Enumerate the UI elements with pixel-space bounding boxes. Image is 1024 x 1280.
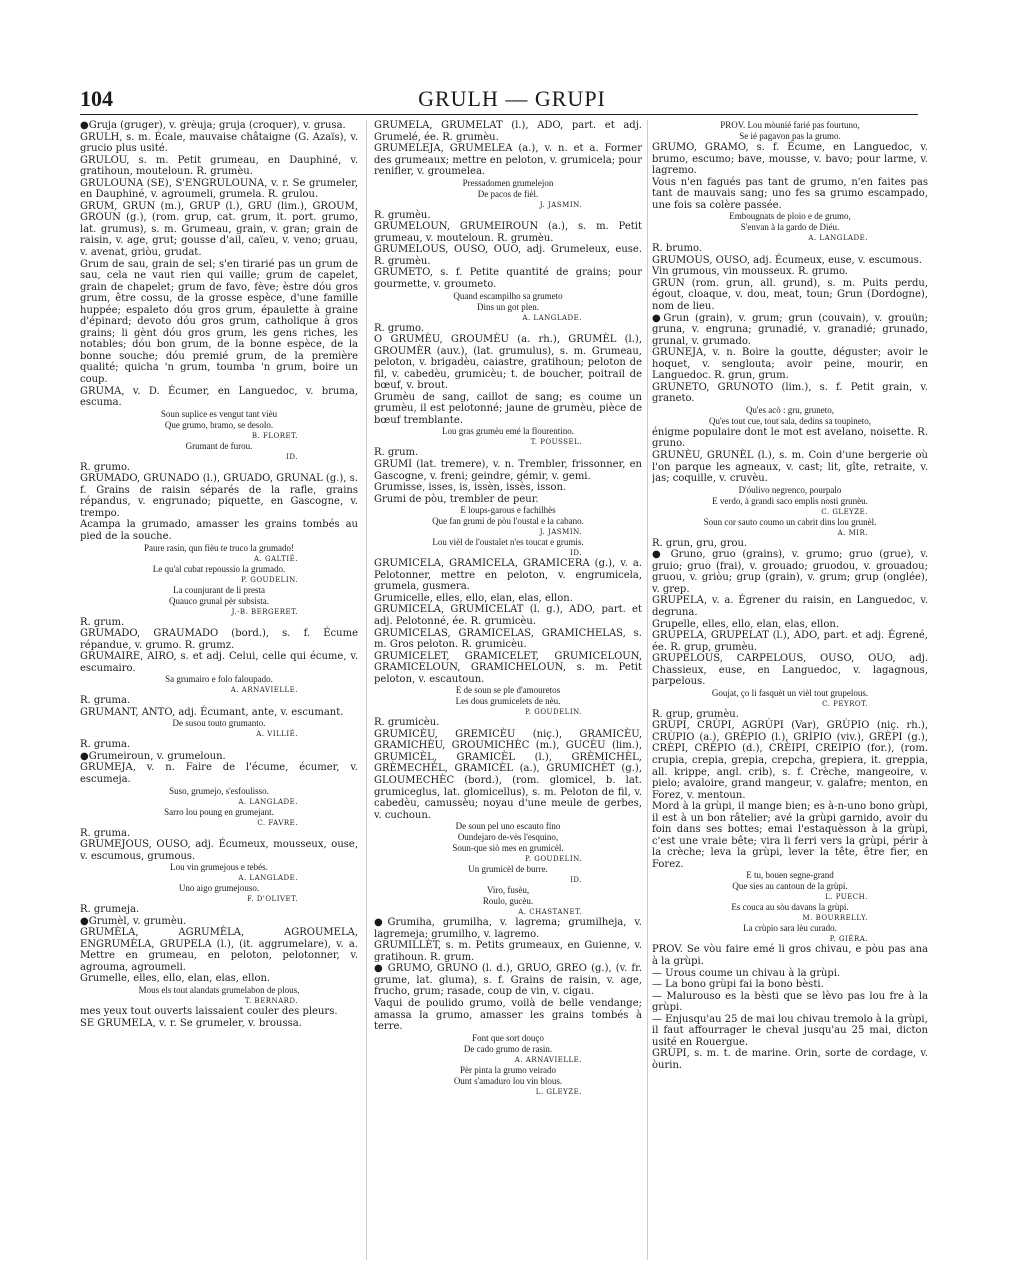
entry-text: GRUMAIRE, AIRO, s. et adj. Celui, celle qui écume, v. escumairo. bbox=[80, 651, 358, 674]
quotation-author: J. JASMIN. bbox=[539, 528, 582, 537]
quotation-line: Soun cor sauto coumo un cabrit dins lou grunèl. bbox=[703, 516, 877, 527]
entry-text: Grumelle, elles, ello, elan, elas, ellon. bbox=[80, 973, 271, 985]
entry-text: GRUMELEJA, GRUMELEA (a.), v. n. et a. Former des grumeaux; mettre en peloton, v. grumicela; pour renifler, v. groumelea. bbox=[374, 143, 642, 178]
quotation-line: Lou vin grumejous e tebés. bbox=[170, 862, 268, 873]
quotation-author: A. ARNAVIELLE. bbox=[514, 1055, 582, 1064]
quotation-line: E loups-garous e fachilhès bbox=[460, 505, 556, 516]
quotation-line: La crùpio sara lèu curado. bbox=[743, 923, 837, 934]
entry-text: ●Gruja (gruger), v. grèuja; gruja (croquer), v. grusa. bbox=[80, 120, 346, 131]
etymology-ref: R. gruma. bbox=[80, 827, 131, 839]
quotation-line: Soun suplice es vengut tant vièu bbox=[160, 408, 278, 419]
entry-text: Acampa la grumado, amasser les grains tombés au pied de la souche. bbox=[80, 519, 358, 542]
quotation-line: Un grumicèl de burre. bbox=[468, 864, 548, 875]
quotation-line: Ount s'amaduro lou vin blous. bbox=[453, 1075, 563, 1086]
etymology-ref: R. gruma. bbox=[80, 695, 131, 707]
etymology-ref: R. grum. bbox=[80, 616, 125, 628]
entry-text: GRUMELOUN, GRUMEIROUN (a.), s. m. Petit grumeau, v. mouteloun. R. grumèu. bbox=[374, 221, 642, 244]
quotation-author: P. GIÉRA. bbox=[829, 935, 868, 944]
quotation-line: E de soun se ple d'amouretos bbox=[455, 685, 561, 696]
entry-text: GRUMEJOUS, OUSO, adj. Écumeux, mousseux, ouse, v. escumous, grumous. bbox=[80, 839, 358, 862]
quotation-author: J. JASMIN. bbox=[539, 200, 582, 209]
entry-text: il faut affourrager le cheval jusqu'au 25 mai, dicton usité en Rouergue. bbox=[652, 1025, 928, 1048]
entry-text: ●Grumeiroun, v. grumeloun. bbox=[80, 750, 226, 762]
entry-text: Vaqui de poulido grumo, voilà de belle vendange; amassa la grumo, amasser les grains tombés à terre. bbox=[374, 997, 642, 1033]
running-head: GRULH — GRUPI bbox=[418, 86, 606, 111]
quotation-line: Pèr pinta la grumo veirado bbox=[460, 1064, 556, 1075]
etymology-ref: R. gruma. bbox=[80, 739, 131, 751]
quotation-line: Mous els tout alandats grumelabon de plous, bbox=[138, 984, 300, 995]
entry-text: PROV. Se vòu faire emé li gros chivau, e pòu pas ana à la grùpi. bbox=[652, 944, 928, 967]
entry-text: Vous n'en fagués pas tant de grumo, n'en faites pas tant de mauvais sang; uno fes sa grumo escampado, une fois sa colère passée. bbox=[652, 176, 928, 211]
quotation-line: D'óulivo negrenco, pourpalo bbox=[738, 484, 842, 495]
quotation-line: La counjurant de li presta bbox=[173, 584, 265, 595]
quotation-line: Lou vièl de l'oustalet n'es toucat e grumis. bbox=[432, 537, 584, 548]
entry-text: GRUMÈLA, AGRUMÈLA, AGROUMELA, ENGRUMÈLA, GRUPELA (l.), (it. aggrumelare), v. a. Mettre en grumeau, en peloton, pelotonner, v. agrouma, agroumeli. bbox=[80, 927, 358, 973]
entry-text: GRUMICELAS, GRAMICELAS, GRAMICHELAS, s. m. Gros peloton. R. grumicèu. bbox=[374, 627, 642, 651]
entry-text: GRUMA, v. D. Écumer, en Languedoc, v. bruma, escuma. bbox=[80, 385, 358, 409]
entry-text: GRUMEJA, v. n. Faire de l'écume, écumer, v. escumeja. bbox=[80, 762, 358, 785]
quotation-author: A. VILLIÉ. bbox=[256, 730, 298, 739]
quotation-line: Grumant de furou. bbox=[185, 440, 253, 451]
quotation-author: L. PUECH. bbox=[825, 893, 868, 902]
entry-text: GRULH, s. m. Écale, mauvaise châtaigne (G. Azaïs), v. grucio plus usité. bbox=[80, 131, 358, 155]
entry-text: O GRUMÈU, GROUMÈU (a. rh.), GRUMÈL (l.), GROUMÈR (auv.), (lat. grumulus), s. m. Grumeau, peloton, v. brigadèu, caiastre, gratihoun; peloton de fil, v. cabedèu, grumicèu; t. de boucher, poitrail de bœuf, v. brout. bbox=[374, 334, 642, 392]
entry-text: — Enjusqu'au 25 de mai lou chivau tremolo à la grùpi, bbox=[652, 1013, 928, 1025]
quotation-line: De cado grumo de rasin. bbox=[463, 1043, 553, 1054]
entry-text: Vin grumous, vin mousseux. R. grumo. bbox=[652, 266, 848, 278]
quotation-author: C. PEYROT. bbox=[822, 699, 868, 708]
quotation-author: A. MIR. bbox=[837, 528, 868, 537]
etymology-ref: R. grun, gru, grou. bbox=[652, 537, 748, 549]
quotation-author: F. D'OLIVET. bbox=[247, 895, 298, 904]
column-1 bbox=[80, 120, 358, 1260]
quotation-line: Font que sort douço bbox=[472, 1032, 544, 1043]
quotation-author: T. BERNARD. bbox=[244, 996, 298, 1005]
quotation-line: De soun pel uno escauto fino bbox=[455, 821, 561, 832]
quotation-author: P. GOUDELIN. bbox=[240, 575, 298, 584]
entry-text: — La bono grùpi fai la bono bèsti. bbox=[652, 979, 824, 991]
quotation-author: A. LANGLADE. bbox=[238, 874, 298, 883]
etymology-ref: R. grup, grumèu. bbox=[652, 708, 739, 720]
column-3 bbox=[652, 120, 928, 1260]
quotation-author: A. ARNAVIELLE. bbox=[230, 686, 298, 695]
entry-text: GRUMELOUS, OUSO, OUO, adj. Grumeleux, euse. R. grumèu. bbox=[374, 244, 642, 267]
entry-text: — Urous coume un chivau à la grùpi. bbox=[652, 967, 841, 979]
quotation-line: Que grumo, bramo, se desolo. bbox=[164, 419, 274, 430]
quotation-author: T. POUSSEL. bbox=[530, 438, 582, 447]
entry-text: GRUMADO, GRAUMADO (bord.), s. f. Écume répandue, v. grumo. R. grumz. bbox=[80, 628, 358, 651]
quotation-line: Pressadomen grumelejon bbox=[462, 177, 554, 188]
entry-text: SE GRUMELA, v. r. Se grumeler, v. broussa. bbox=[80, 1017, 302, 1029]
etymology-ref: R. grumèu. bbox=[374, 209, 431, 221]
quotation-line: Se ié pagavon pas la grumo. bbox=[739, 131, 841, 141]
entry-text: GRÙPI, CRÙPI, AGRÙPI (Var), GRÙPIO (niç. rh.), CRÙPIO (a.), GRÈPIO (l.), GRÌPIO (viv.), GRÈPI (g.), CRÈPI, CRÈPIO (d.), CRÈIPI, CREIPIO (for.), (rom. crupia, crepia, grepia, crepcha, grepiera, it. greppia, all. krippe, angl. crib), s. f. Crèche, mangeoire, v. pielo; avaloire, grand mangeur, v. galafre; menton, en Forez, v. mentoun. bbox=[652, 720, 928, 801]
entry-text: GRUM, GRUN (m.), GRUP (l.), GRU (lim.), GROUM, GROUN (g.), (rom. grup, cat. grum, it. port. grumo, lat. grumus), s. m. Grumeau, grain, v. gran; grain de raisin, v. age, grut; gousse d'ail, caïeu, v. veno; gruau, v. avenat, griòu, grudat. bbox=[80, 200, 358, 259]
quotation-line: Les dous grumicelets de nèu. bbox=[455, 696, 561, 707]
quotation-line: Le qu'al cubat repoussio la grumado. bbox=[152, 563, 286, 574]
entry-text: Grum de sau, grain de sel; s'en tirarié pas un grum de sau, cela ne vaut rien qui vaille; grum de capelet, grain de chapelet; grum de favo, fève; èstre dóu gros grum, être cossu, de la grosse espèce, d'une famille huppée; espaleto dóu gros grum, épaulette à graine d'épinard; devoto dóu gros grum, catholique à gros grains; li gènt dóu gros grum, les gens riches, les notables; dóu bon grum, de la bonne espèce, de la bonne souche; dóu premié grum, de la première qualité; quicha 'n grum, toumba 'n grum, boire un coup. bbox=[80, 258, 358, 386]
entry-text: ●Grumiha, grumilha, v. lagrema; grumilheja, v. lagremeja; grumilho, v. lagremo. bbox=[374, 917, 642, 940]
quotation-author: B. FLORET. bbox=[251, 431, 298, 440]
etymology-ref: R. grumo. bbox=[80, 461, 131, 473]
quotation-line: Paure rasin, qun fièu te truco la grumado! bbox=[144, 542, 294, 553]
entry-text: GRULOU, s. m. Petit grumeau, en Dauphiné, v. gratihoun, mouteloun. R. grumèu. bbox=[80, 154, 358, 178]
etymology-ref: R. grumicèu. bbox=[374, 717, 440, 729]
quotation-author: A. LANGLADE. bbox=[522, 313, 582, 322]
quotation-line: Lou gras grumèu emé la flourentino. bbox=[442, 426, 574, 437]
entry-text: GRUPELOUS, CARPELOUS, OUSO, OUO, adj. Chassieux, euse, en Languedoc, v. lagagnous, parpelous. bbox=[652, 653, 928, 688]
entry-text: GRÙPI, s. m. t. de marine. Orin, sorte de cordage, v. òurin. bbox=[652, 1048, 928, 1071]
quotation-author: ID. bbox=[570, 876, 582, 885]
entry-text: GRUMETO, s. f. Petite quantité de grains; pour gourmette, v. groumeto. bbox=[374, 267, 642, 291]
quotation-author: C. FAVRE. bbox=[257, 818, 298, 827]
etymology-ref: R. grum. bbox=[374, 447, 419, 459]
entry-text: GRUN (rom. grun, all. grund), s. m. Puits perdu, égout, cloaque, v. dou, meat, toun; Grun (Dordogne), nom de lieu. bbox=[652, 277, 928, 313]
entry-text: Grumicelle, elles, ello, elan, elas, ellon. bbox=[374, 592, 573, 604]
quotation-line: De pacos de fièl. bbox=[477, 188, 539, 199]
entry-text: ●Grun (grain), v. grum; grun (couvain), v. grouün; gruna, v. engruna; grunadié, v. granadié; grunado, grunal, v. grumado. bbox=[652, 312, 928, 347]
quotation-line: Qu'es acò : gru, gruneto, bbox=[745, 404, 835, 415]
entry-text: GRUMICÈU, GREMICÈU (niç.), GRAMICÈU, GRAMICHÈU, GROUMICHÈC (m.), GUCÈU (lim.), GRUMICÈL, GRAMICÈL (l.), GRÈMICHÈL, GRÈMECHÈL, GRAMICÈL (a.), GRUMICHÈT (g.), GLOUMECHÈC (bord.), (rom. glomicel, b. lat. grumiceglus, lat. glomicellus), s. m. Peloton de fil, v. cabedèu, camussèu; noyau d'une meule de gerbes, v. cuchoun. bbox=[374, 728, 642, 821]
quotation-author: A. GALTIÉ. bbox=[254, 554, 298, 563]
column-2 bbox=[374, 120, 642, 1260]
entry-text: GRUMOUS, OUSO, adj. Écumeux, euse, v. escumous. bbox=[652, 254, 923, 266]
entry-text: GRUMO, GRAMO, s. f. Écume, en Languedoc, v. brumo, escumo; bave, mousse, v. bavo; pour larme, v. lagremo. bbox=[652, 142, 928, 177]
entry-text: GRUNETO, GRUNOTO (lim.), s. f. Petit grain, v. graneto. bbox=[652, 381, 928, 405]
etymology-ref: R. grumo. bbox=[374, 322, 425, 334]
entry-text: GRUMICELA, GRAMICELA, GRAMICERA (g.), v. a. Pelotonner, mettre en peloton, v. engrumicela, grumela, gusmera. bbox=[374, 558, 642, 593]
quotation-line: Goujat, ço li fasquèt un vièl tout grupelous. bbox=[711, 687, 869, 698]
quotation-author: ID. bbox=[570, 549, 582, 558]
quotation-line: E tu, bouen segne-grand bbox=[746, 870, 834, 881]
etymology-ref: R. grumeja. bbox=[80, 904, 140, 916]
quotation-line: Quauco grunal pèr subsista. bbox=[169, 595, 269, 606]
quotation-author: P. GOUDELIN. bbox=[524, 708, 582, 717]
quotation-line: Sa grumairo e folo faloupado. bbox=[165, 674, 273, 685]
quotation-line: Embougnats de ploio e de grumo, bbox=[729, 211, 851, 222]
entry-text: GRUMICELET, GRAMICELET, GRUMICELOUN, GRAMICELOUN, GRAMICHELOUN, s. m. Petit peloton, v. escautoun. bbox=[374, 650, 642, 685]
entry-text: Grumèu de sang, caillot de sang; es coume un grumèu, il est pelotonné; jaune de grumèu, pièce de bœuf tremblante. bbox=[374, 391, 642, 426]
column-divider bbox=[647, 120, 648, 1260]
quotation-line: Que fan grumi de pòu l'oustal e la cabano. bbox=[432, 516, 584, 527]
quotation-line: Viro, fusèu, bbox=[486, 885, 530, 896]
quotation-author: A. LANGLADE. bbox=[808, 234, 868, 243]
entry-text: ● GRUMO, GRUNO (l. d.), GRUO, GREO (g.), (v. fr. grume, lat. gluma), s. f. Grains de raisin, v. age, frucho, grum; rasade, coup de vin, v. cigau. bbox=[374, 963, 642, 998]
entry-text: GRUMANT, ANTO, adj. Écumant, ante, v. escumant. bbox=[80, 706, 344, 718]
quotation-line: Suso, grumejo, s'esfoulisso. bbox=[169, 785, 269, 796]
entry-text: GRUMELA, GRUMELAT (l.), ADO, part. et adj. Grumelé, ée. R. grumèu. bbox=[374, 120, 642, 143]
quotation-author: A. LANGLADE. bbox=[238, 797, 298, 806]
page-number: 104 bbox=[80, 86, 113, 111]
quotation-line: PROV. Lou mòunié farié pas fourtuno, bbox=[720, 120, 860, 130]
quotation-line: Sarro lou poung en grumejant. bbox=[164, 806, 274, 817]
quotation-line: Soun-que siò mes en grumicèl. bbox=[452, 843, 564, 854]
quotation-line: Qu'es tout cue, tout sala, dedins sa toupineto, bbox=[708, 415, 872, 426]
entry-text: énigme populaire dont le mot est avelano, noisette. R. gruno. bbox=[652, 426, 928, 450]
entry-text: ●Grumèl, v. grumèu. bbox=[80, 915, 187, 927]
quotation-line: E verdo, à grandi saco emplis nosti grunèu. bbox=[712, 495, 868, 506]
entry-text: ● Gruno, gruo (grains), v. grumo; gruo (grue), v. gruio; gruo (frai), v. grouado; gruodou, v. grouadou; gruou, v. griòu; grup (grain), v. grum; grup (onglée), v. grep. bbox=[652, 549, 928, 595]
entry-text: Grumisse, isses, is, issèn, issès, isson. bbox=[374, 482, 567, 494]
entry-text: mes yeux tout ouverts laissaient couler des pleurs. bbox=[80, 1005, 338, 1017]
quotation-author: A. CHASTANET. bbox=[518, 908, 582, 917]
entry-text: GRULOUNA (SE), S'ENGRULOUNA, v. r. Se grumeler, en Dauphiné, v. agroumeli, grumela. R. grulou. bbox=[80, 177, 358, 201]
quotation-author: M. BOURRELLY. bbox=[802, 914, 868, 923]
entry-text: GRUNÈU, GRUNÈL (l.), s. m. Coin d'une bergerie où l'on parque les agneaux, v. cast; lit, gîte, retraite, v. jas; coquille, v. cruvèu. bbox=[652, 450, 928, 485]
entry-text: GRUNEJA, v. n. Boire la goutte, déguster; avoir le hoquet, v. senglouta; avoir peine, mourir, en Languedoc. R. grun, grum. bbox=[652, 347, 928, 382]
quotation-line: Roulo, gucèu. bbox=[482, 896, 534, 907]
entry-text: Mord à la grùpi, il mange bien; es à-n-uno bono grùpi, il est à un bon râtelier; avé la grùpi garnido, avoir du foin dans ses bottes; emai l'estaquèsson à la grùpi, c'est une vraie bête; vira li ferri vers la grùpi, périr à la crèche; leva la grùpi, lever la tête, être fier, en Forez. bbox=[652, 801, 928, 870]
entry-text: — Malurouso es la bèsti que se lèvo pas lou fre à la grùpi. bbox=[652, 990, 928, 1014]
quotation-line: S'envan à la gardo de Diéu. bbox=[740, 222, 840, 233]
quotation-author: C. GLEYZE. bbox=[821, 507, 868, 516]
entry-text: Grumi de pòu, trembler de peur. bbox=[374, 493, 539, 505]
quotation-line: Es couca au sòu davans la grùpi. bbox=[731, 902, 849, 913]
entry-text: GRUPELA, GRUPELAT (l.), ADO, part. et adj. Égrené, ée. R. grup, grumèu. bbox=[652, 630, 928, 653]
entry-text: Grupelle, elles, ello, elan, elas, ellon. bbox=[652, 618, 840, 630]
entry-text: GRUMI (lat. tremere), v. n. Trembler, frissonner, en Gascogne, v. freni; geindre, gémir, v. gemi. bbox=[374, 459, 642, 482]
etymology-ref: R. brumo. bbox=[652, 243, 703, 255]
quotation-line: Dins un got plen. bbox=[477, 301, 539, 312]
column-divider bbox=[366, 120, 367, 1260]
header-rule bbox=[80, 114, 918, 115]
entry-text: GRUMADO, GRUNADO (l.), GRUADO, GRUNAL (g.), s. f. Grains de raisin séparés de la rafle, grains répandus, v. engrunado; piquette, en Gascogne, v. trempo. bbox=[80, 473, 358, 519]
entry-text: GRUMICELA, GRUMICELAT (l. g.), ADO, part. et adj. Pelotonné, ée. R. grumicèu. bbox=[374, 604, 642, 627]
entry-text: GRUMILLÈT, s. m. Petits grumeaux, en Guienne, v. gratihoun. R. grum. bbox=[374, 940, 642, 963]
quotation-line: De susou touto grumanto. bbox=[172, 718, 266, 729]
quotation-author: J.-B. BERGERET. bbox=[231, 607, 298, 616]
quotation-author: P. GOUDELIN. bbox=[524, 855, 582, 864]
quotation-author: L. GLEYZE. bbox=[535, 1087, 582, 1096]
quotation-line: Que sies au cantoun de la grùpi. bbox=[732, 881, 848, 892]
quotation-line: Quand escampilho sa grumeto bbox=[453, 290, 563, 301]
quotation-line: Oundejaro de-vès l'esquino, bbox=[457, 832, 559, 843]
quotation-line: Uno aigo grumejouso. bbox=[178, 883, 260, 894]
quotation-author: ID. bbox=[286, 452, 298, 461]
entry-text: GRUPELA, v. a. Égrener du raisin, en Languedoc, v. degruna. bbox=[652, 595, 928, 618]
